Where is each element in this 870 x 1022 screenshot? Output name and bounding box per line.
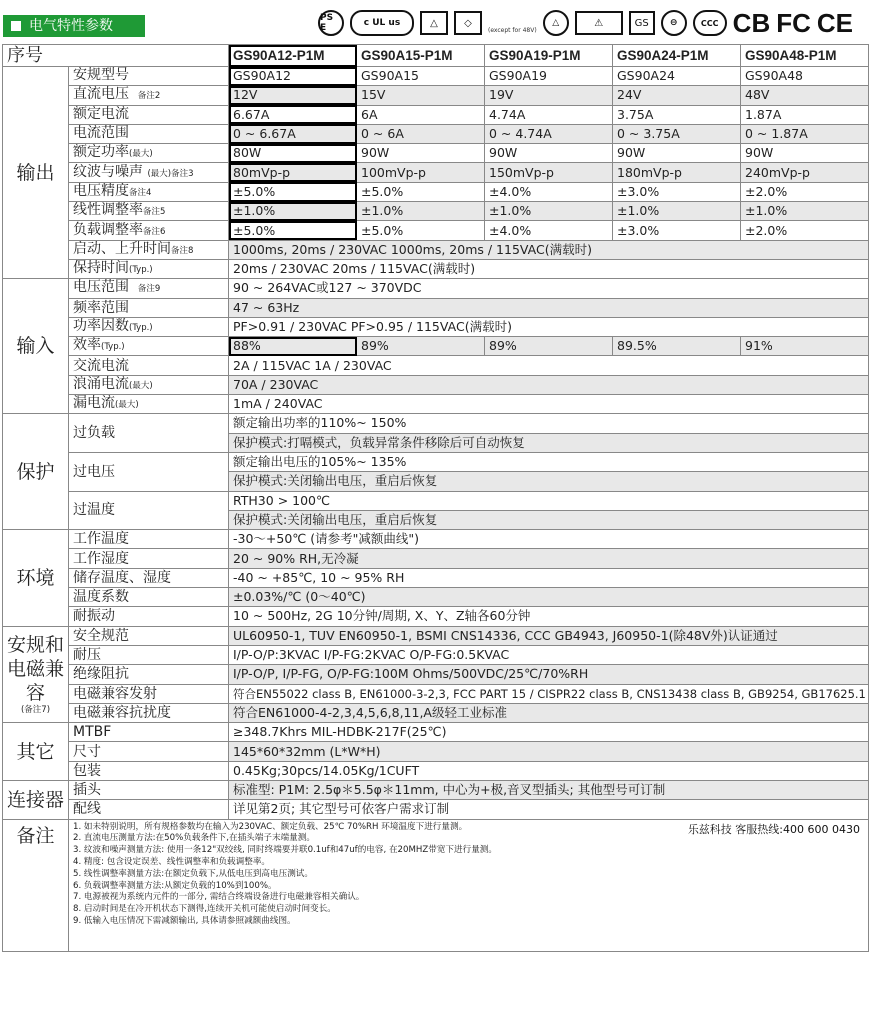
- tuv-diamond-icon: ◇: [454, 11, 482, 35]
- remark-line: 5. 线性调整率测量方法:在额定负载下,从低电压到高电压测试。: [73, 868, 313, 879]
- row-label: 储存温度、湿度: [69, 568, 229, 587]
- output-row: [3, 124, 869, 143]
- cell-value: 0 ~ 6.67A: [229, 124, 357, 143]
- cell-value: -40 ~ +85℃, 10 ~ 95% RH: [229, 568, 869, 587]
- row-label: 保持时间(Typ.): [69, 259, 229, 278]
- cell-value: 标准型: P1M: 2.5φ＊5.5φ＊11mm, 中心为+极,音叉型插头; 其他型号可订制: [229, 780, 869, 799]
- cell-value: 89%: [485, 337, 613, 356]
- cell-value: ±2.0%: [741, 182, 869, 201]
- row-label: 效率(Typ.): [69, 337, 229, 356]
- cell-value: ±1.0%: [485, 202, 613, 221]
- environment-row: [3, 568, 869, 587]
- cell-value: 额定输出电压的105%~ 135%: [229, 452, 869, 471]
- row-label: 绝缘阻抗: [69, 665, 229, 684]
- model-header: GS90A15-P1M: [357, 45, 485, 67]
- cell-value: ±5.0%: [357, 182, 485, 201]
- other-row: [3, 723, 869, 742]
- cell-value: 1mA / 240VAC: [229, 395, 869, 414]
- row-label: 安全规范: [69, 626, 229, 645]
- cell-value: 180mVp-p: [613, 163, 741, 182]
- row-label: 尺寸: [69, 742, 229, 761]
- row-label: 过负载: [69, 414, 229, 453]
- cell-value: 48V: [741, 86, 869, 105]
- row-label: 频率范围: [69, 298, 229, 317]
- row-label: 电磁兼容发射: [69, 684, 229, 703]
- other-row: [3, 761, 869, 780]
- remark-line: 1. 如未特别说明，所有规格参数均在输入为230VAC、额定负载、25℃ 70%RH 环境温度下进行量测。: [73, 821, 468, 832]
- row-label: 线性调整率备注5: [69, 202, 229, 221]
- row-label: 直流电压 备注2: [69, 86, 229, 105]
- input-row: [3, 395, 869, 414]
- safety-row: [3, 626, 869, 645]
- connector-row: [3, 800, 869, 819]
- cell-value: ±1.0%: [357, 202, 485, 221]
- row-label: 过温度: [69, 491, 229, 530]
- row-label: 耐压: [69, 645, 229, 664]
- input-row: [3, 356, 869, 375]
- cell-value: 47 ~ 63Hz: [229, 298, 869, 317]
- row-label: 启动、上升时间备注8: [69, 240, 229, 259]
- remark-line: 7. 电源被视为系统内元件的一部分, 需结合终端设备进行电磁兼容相关确认。: [73, 892, 365, 903]
- cell-value: 145*60*32mm (L*W*H): [229, 742, 869, 761]
- model-header: GS90A48-P1M: [741, 45, 869, 67]
- ccc-icon: CCC: [693, 10, 727, 36]
- category-output: 输出: [3, 67, 69, 279]
- cell-value: PF>0.91 / 230VAC PF>0.95 / 115VAC(满载时): [229, 317, 869, 336]
- input-row: [3, 317, 869, 336]
- cell-value: 90W: [485, 144, 613, 163]
- index-header: 序号: [3, 45, 229, 67]
- cell-value: 90W: [741, 144, 869, 163]
- environment-row: [3, 530, 869, 549]
- square-icon: [11, 21, 21, 31]
- cell-value: 70A / 230VAC: [229, 375, 869, 394]
- row-label: 功率因数(Typ.): [69, 317, 229, 336]
- header-row: [3, 45, 869, 67]
- cell-value: 20 ~ 90% RH,无冷凝: [229, 549, 869, 568]
- model-header: GS90A12-P1M: [229, 45, 357, 67]
- pse-icon: PS E: [318, 10, 344, 36]
- cell-value: 符合EN61000-4-2,3,4,5,6,8,11,A级轻工业标准: [229, 703, 869, 722]
- output-row: [3, 163, 869, 182]
- model-header: GS90A24-P1M: [613, 45, 741, 67]
- cell-value: 89%: [357, 337, 485, 356]
- cb-mark: CB: [732, 8, 771, 38]
- cell-value: 20ms / 230VAC 20ms / 115VAC(满载时): [229, 259, 869, 278]
- row-label: 电磁兼容抗扰度: [69, 703, 229, 722]
- row-label: 电流范围: [69, 124, 229, 143]
- remarks-row: [3, 819, 869, 951]
- except-note: (except for 48V): [488, 27, 537, 34]
- cell-value: 0 ~ 1.87A: [741, 124, 869, 143]
- cell-value: 240mVp-p: [741, 163, 869, 182]
- cell-value: 19V: [485, 86, 613, 105]
- tuv-triangle-icon: △: [420, 11, 448, 35]
- cell-value: 保护模式:打嗝模式，负载异常条件移除后可自动恢复: [229, 433, 869, 452]
- row-label: 额定电流: [69, 105, 229, 124]
- bsmi-icon: △: [543, 10, 569, 36]
- model-header: GS90A19-P1M: [485, 45, 613, 67]
- cell-value: ±3.0%: [613, 221, 741, 240]
- ce-mark: CE: [816, 8, 854, 38]
- output-row: [3, 67, 869, 86]
- cell-value: I/P-O/P:3KVAC I/P-FG:2KVAC O/P-FG:0.5KVAC: [229, 645, 869, 664]
- cell-value: ≥348.7Khrs MIL-HDBK-217F(25℃): [229, 723, 869, 742]
- row-label: 安规型号: [69, 67, 229, 86]
- remark-line: 8. 启动时间是在冷开机状态下测得,连续开关机可能使启动时间变长。: [73, 904, 336, 915]
- cell-value: ±5.0%: [357, 221, 485, 240]
- cell-value: 0.45Kg;30pcs/14.05Kg/1CUFT: [229, 761, 869, 780]
- row-label: MTBF: [69, 723, 229, 742]
- row-label: 额定功率(最大): [69, 144, 229, 163]
- section-title: 电气特性参数: [29, 18, 113, 34]
- cell-value: 91%: [741, 337, 869, 356]
- cell-value: ±2.0%: [741, 221, 869, 240]
- spec-table: [2, 44, 869, 952]
- category-environment: 环境: [3, 530, 69, 626]
- row-label: 浪涌电流(最大): [69, 375, 229, 394]
- gs-mark-icon: GS: [629, 11, 655, 35]
- environment-row: [3, 607, 869, 626]
- output-row: [3, 144, 869, 163]
- cell-value: 额定输出功率的110%~ 150%: [229, 414, 869, 433]
- remark-line: 3. 纹波和噪声测量方法: 使用一条12"双绞线, 同时终端要并联0.1uf和47uf的电容, 在20MHZ带宽下进行量测。: [73, 845, 497, 856]
- safety-row: [3, 665, 869, 684]
- cell-value: GS90A15: [357, 67, 485, 86]
- row-label: 插头: [69, 780, 229, 799]
- row-label: 纹波与噪声 (最大)备注3: [69, 163, 229, 182]
- remark-line: 6. 负载调整率测量方法:从额定负载的10%到100%。: [73, 880, 277, 891]
- cell-value: 0 ~ 6A: [357, 124, 485, 143]
- row-label: 包装: [69, 761, 229, 780]
- category-remarks: 备注: [3, 819, 69, 951]
- cell-value: 90W: [357, 144, 485, 163]
- cell-value: 80mVp-p: [229, 163, 357, 182]
- cell-value: GS90A24: [613, 67, 741, 86]
- cell-value: I/P-O/P, I/P-FG, O/P-FG:100M Ohms/500VDC/25℃/70%RH: [229, 665, 869, 684]
- section-title-badge: [3, 15, 145, 37]
- remark-line: 4. 精度: 包含设定误差、线性调整率和负载调整率。: [73, 856, 271, 867]
- cell-value: 88%: [229, 337, 357, 356]
- cell-value: 6A: [357, 105, 485, 124]
- row-label: 配线: [69, 800, 229, 819]
- cell-value: 0 ~ 4.74A: [485, 124, 613, 143]
- cell-value: ±1.0%: [229, 202, 357, 221]
- category-input: 输入: [3, 279, 69, 414]
- category-protection: 保护: [3, 414, 69, 530]
- output-row: [3, 105, 869, 124]
- remarks-notes: [69, 819, 869, 951]
- remark-line: 2. 直流电压测量方法:在50%负载条件下,在插头端子末端量测。: [73, 833, 315, 844]
- output-row: [3, 182, 869, 201]
- cell-value: 2A / 115VAC 1A / 230VAC: [229, 356, 869, 375]
- cell-value: RTH30 > 100℃: [229, 491, 869, 510]
- row-label: 负载调整率备注6: [69, 221, 229, 240]
- certification-logos: [318, 8, 853, 38]
- cell-value: GS90A48: [741, 67, 869, 86]
- input-row: [3, 298, 869, 317]
- output-row: [3, 240, 869, 259]
- row-label: 漏电流(最大): [69, 395, 229, 414]
- environment-row: [3, 588, 869, 607]
- cell-value: 6.67A: [229, 105, 357, 124]
- energy-icon: ⚠: [575, 11, 623, 35]
- row-label: 电压精度备注4: [69, 182, 229, 201]
- connector-row: [3, 780, 869, 799]
- protection-row: [3, 491, 869, 510]
- cell-value: -30～+50℃ (请参考"减额曲线"): [229, 530, 869, 549]
- cell-value: 24V: [613, 86, 741, 105]
- cell-value: 90 ~ 264VAC或127 ~ 370VDC: [229, 279, 869, 298]
- cell-value: 15V: [357, 86, 485, 105]
- row-label: 温度系数: [69, 588, 229, 607]
- output-row: [3, 259, 869, 278]
- output-row: [3, 86, 869, 105]
- category-safety: 安规和电磁兼容 (备注7): [3, 626, 69, 722]
- cell-value: 保护模式:关闭输出电压，重启后恢复: [229, 472, 869, 491]
- row-label: 交流电流: [69, 356, 229, 375]
- environment-row: [3, 549, 869, 568]
- safety-row: [3, 645, 869, 664]
- cell-value: 3.75A: [613, 105, 741, 124]
- cul-us-icon: c UL us: [350, 10, 414, 36]
- safety-row: [3, 703, 869, 722]
- cell-value: 详见第2页; 其它型号可依客户需求订制: [229, 800, 869, 819]
- cell-value: GS90A19: [485, 67, 613, 86]
- cell-value: 1.87A: [741, 105, 869, 124]
- input-row: [3, 337, 869, 356]
- cell-value: UL60950-1, TUV EN60950-1, BSMI CNS14336, CCC GB4943, J60950-1(除48V外)认证通过: [229, 626, 869, 645]
- input-row: [3, 279, 869, 298]
- protection-row: [3, 452, 869, 471]
- hotline-text: 乐兹科技 客服热线:400 600 0430: [687, 822, 860, 836]
- row-label: 工作温度: [69, 530, 229, 549]
- header-bar: [0, 0, 870, 44]
- category-other: 其它: [3, 723, 69, 781]
- row-label: 过电压: [69, 452, 229, 491]
- cell-value: 150mVp-p: [485, 163, 613, 182]
- cell-value: ±4.0%: [485, 221, 613, 240]
- category-connector: 连接器: [3, 780, 69, 819]
- cell-value: ±5.0%: [229, 221, 357, 240]
- cell-value: 保护模式:关闭输出电压，重启后恢复: [229, 510, 869, 529]
- fc-mark: FC: [776, 8, 811, 38]
- cell-value: 符合EN55022 class B, EN61000-3-2,3, FCC PART 15 / CISPR22 class B, CNS13438 class B, GB9254, GB17625.1: [229, 684, 869, 703]
- cell-value: ±3.0%: [613, 182, 741, 201]
- cell-value: 1000ms, 20ms / 230VAC 1000ms, 20ms / 115VAC(满载时): [229, 240, 869, 259]
- remark-line: 9. 低输入电压情况下需减额输出, 具体请参照减额曲线图。: [73, 915, 296, 926]
- safety-row: [3, 684, 869, 703]
- cell-value: 10 ~ 500Hz, 2G 10分钟/周期, X、Y、Z轴各60分钟: [229, 607, 869, 626]
- output-row: [3, 221, 869, 240]
- cell-value: ±4.0%: [485, 182, 613, 201]
- row-label: 耐振动: [69, 607, 229, 626]
- cell-value: 4.74A: [485, 105, 613, 124]
- cell-value: ±5.0%: [229, 182, 357, 201]
- cell-value: 89.5%: [613, 337, 741, 356]
- cell-value: 12V: [229, 86, 357, 105]
- row-label: 工作湿度: [69, 549, 229, 568]
- cell-value: ±1.0%: [741, 202, 869, 221]
- row-label: 电压范围 备注9: [69, 279, 229, 298]
- cell-value: ±0.03%/℃ (0～40℃): [229, 588, 869, 607]
- other-row: [3, 742, 869, 761]
- cell-value: GS90A12: [229, 67, 357, 86]
- cell-value: 90W: [613, 144, 741, 163]
- protection-row: [3, 414, 869, 433]
- cell-value: 80W: [229, 144, 357, 163]
- earth-icon: ⊖: [661, 10, 687, 36]
- cell-value: 0 ~ 3.75A: [613, 124, 741, 143]
- cell-value: 100mVp-p: [357, 163, 485, 182]
- output-row: [3, 202, 869, 221]
- cell-value: ±1.0%: [613, 202, 741, 221]
- input-row: [3, 375, 869, 394]
